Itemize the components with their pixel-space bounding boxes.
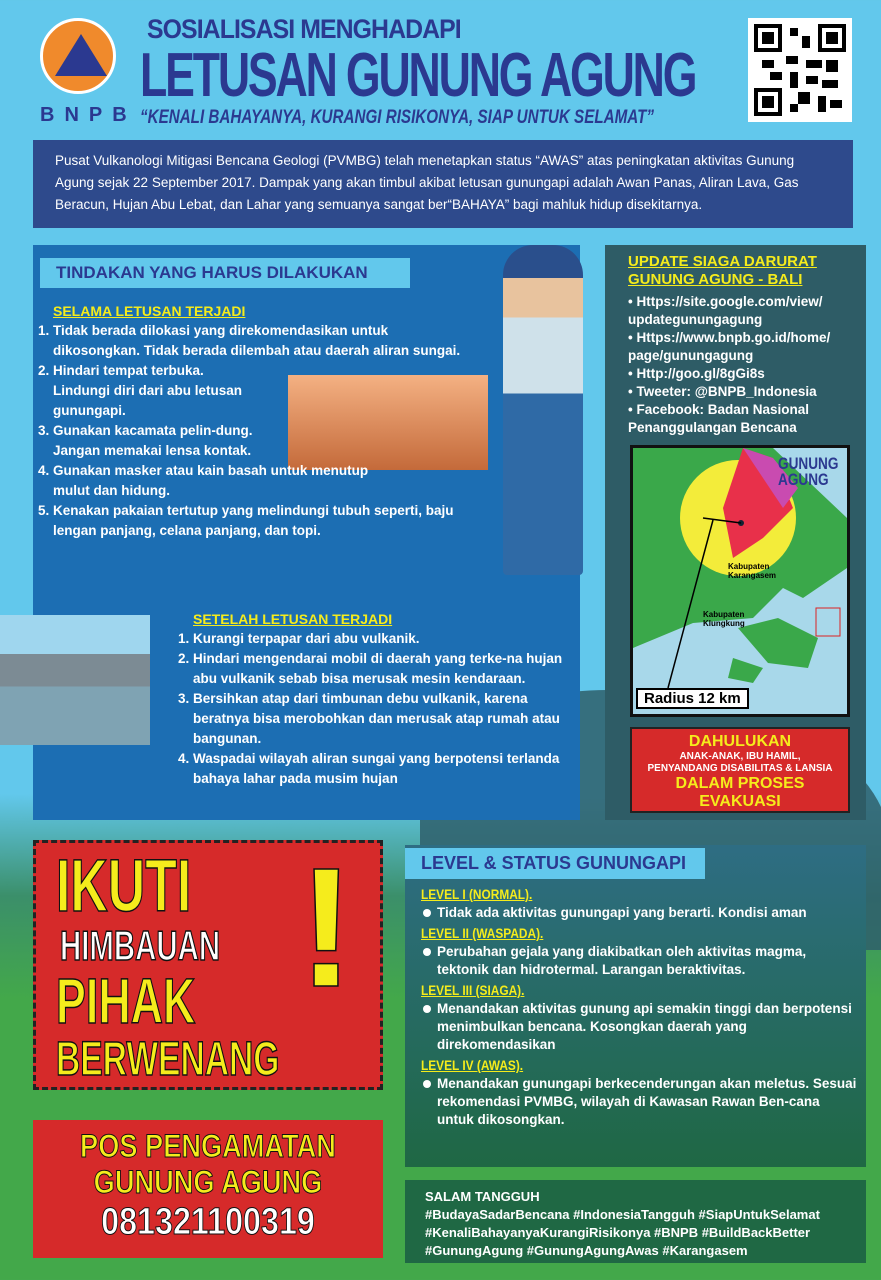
evac-line3: PENYANDANG DISABILITAS & LANSIA <box>647 763 833 774</box>
label-klungkung: Kabupaten Klungkung <box>703 610 745 628</box>
salam-box <box>405 1180 866 1263</box>
post-box <box>33 1120 383 1258</box>
evac-line5: EVAKUASI <box>699 793 781 810</box>
bnpb-logo <box>40 18 116 94</box>
list-item: 3. Gunakan kacamata pelin-dung. Jangan memakai lensa kontak. <box>53 421 278 461</box>
list-item: 4. Waspadai wilayah aliran sungai yang berpotensi terlanda bahaya lahar pada musim hujan <box>193 749 570 789</box>
levels-panel <box>405 845 866 1167</box>
appeal-word1: IKUTI <box>56 844 192 927</box>
levels-title: LEVEL & STATUS GUNUNGAPI <box>405 848 705 879</box>
level-1-name: LEVEL I (NORMAL). <box>421 887 533 902</box>
label-karangasem: Kabupaten Karangasem <box>728 562 777 580</box>
level-2-name: LEVEL II (WASPADA). <box>421 926 544 941</box>
hashtags-line1: #BudayaSadarBencana #IndonesiaTangguh #SiapUntukSelamat <box>425 1207 820 1222</box>
level-2-desc: Perubahan gejala yang diakibatkan oleh aktivitas magma, tektonik dan hidrotermal. Larangan beraktivitas. <box>405 943 866 979</box>
updates-title-line1: UPDATE SIAGA DARURAT <box>628 253 817 270</box>
list-item: 2. Hindari mengendarai mobil di daerah yang terke-na hujan abu vulkanik sebab bisa merusak mesin kendaraan. <box>193 649 570 689</box>
hazard-map <box>630 445 850 717</box>
after-title: SETELAH LETUSAN TERJADI <box>193 611 393 627</box>
link-site[interactable]: • Https://site.google.com/view/ updategunungagung <box>628 293 864 329</box>
evac-line2: ANAK-ANAK, IBU HAMIL, <box>679 751 801 762</box>
post-line1: POS PENGAMATAN <box>80 1128 336 1164</box>
updates-title-line2: GUNUNG AGUNG - BALI <box>628 271 803 288</box>
hashtags-line2: #KenaliBahayanyaKurangiRisikonya #BNPB #BuildBackBetter <box>425 1225 811 1240</box>
page-title: LETUSAN GUNUNG AGUNG <box>140 41 696 110</box>
link-googl[interactable]: • Http://goo.gl/8gGi8s <box>628 365 864 383</box>
map-title-line1: GUNUNG <box>778 454 839 473</box>
updates-panel <box>605 245 866 820</box>
evac-line4: DALAM PROSES <box>675 775 805 792</box>
appeal-word2: HIMBAUAN <box>60 922 221 969</box>
person-illustration <box>503 245 583 575</box>
actions-title: TINDAKAN YANG HARUS DILAKUKAN <box>40 258 410 288</box>
intro-box: Pusat Vulkanologi Mitigasi Bencana Geologi (PVMBG) telah menetapkan status “AWAS” atas peningkatan aktivitas Gunung Agung sejak 22 September 2017. Dampak yang akan timbul akibat letusan gunungapi adalah Awan Panas, Aliran Lava, Gas Beracun, Hujan Abu Lebat, dan Lahar yang semuanya sangat ber“BAHAYA” bagi mahluk hidup disekitarnya. <box>33 140 853 228</box>
level-3-desc: Menandakan aktivitas gunung api semakin tinggi dan berpotensi menimbulkan bencana. Kosongkan daerah yang direkomendasikan <box>405 1000 866 1054</box>
salam-title: SALAM TANGGUH <box>425 1189 540 1204</box>
after-list <box>175 629 570 789</box>
link-bnpb[interactable]: • Https://www.bnpb.go.id/home/ page/gunungagung <box>628 329 864 365</box>
list-item: 1. Kurangi terpapar dari abu vulkanik. <box>193 629 570 649</box>
actions-panel <box>33 245 580 820</box>
map-title-line2: AGUNG <box>778 470 829 489</box>
evacuation-box <box>630 727 850 813</box>
during-title: SELAMA LETUSAN TERJADI <box>53 303 246 319</box>
list-item: 1. Tidak berada dilokasi yang direkomendasikan untuk dikosongkan. Tidak berada dilembah atau daerah aliran sungai. <box>53 321 473 361</box>
link-twitter[interactable]: • Tweeter: @BNPB_Indonesia <box>628 383 864 401</box>
hashtags-line3: #GunungAgung #GunungAgungAwas #Karangasem <box>425 1243 748 1258</box>
updates-title <box>628 253 817 289</box>
level-4-desc: Menandakan gunungapi berkecenderungan akan meletus. Sesuai rekomendasi PVMBG, wilayah di Kawasan Rawan Ben-cana untuk dikosongkan. <box>405 1075 866 1129</box>
appeal-word3: PIHAK <box>56 965 196 1037</box>
qr-code <box>748 18 852 122</box>
list-item: 2. Hindari tempat terbuka. Lindungi diri dari abu letusan gunungapi. <box>53 361 263 421</box>
evac-line1: DAHULUKAN <box>688 733 792 750</box>
title-line1: SOSIALISASI MENGHADAPI <box>147 14 461 44</box>
links-list <box>628 293 864 437</box>
post-phone[interactable]: 081321100319 <box>101 1201 315 1243</box>
house-illustration <box>0 615 150 745</box>
list-item: 4. Gunakan masker atau kain basah untuk menutup mulut dan hidung. <box>53 461 373 501</box>
level-1-desc: Tidak ada aktivitas gunungapi yang berarti. Kondisi aman <box>405 904 866 922</box>
level-4-name: LEVEL IV (AWAS). <box>421 1058 524 1073</box>
level-3-name: LEVEL III (SIAGA). <box>421 983 525 998</box>
org-name: BNPB <box>40 104 137 126</box>
appeal-word4: BERWENANG <box>56 1033 280 1086</box>
map-title <box>778 456 838 488</box>
post-line2: GUNUNG AGUNG <box>93 1164 323 1200</box>
link-facebook[interactable]: • Facebook: Badan Nasional Penanggulangan Bencana <box>628 401 864 437</box>
radius-label: Radius 12 km <box>636 688 749 709</box>
tagline: “KENALI BAHAYANYA, KURANGI RISIKONYA, SIAP UNTUK SELAMAT” <box>140 107 654 128</box>
list-item: 5. Kenakan pakaian tertutup yang melindungi tubuh seperti, baju lengan panjang, celana panjang, dan topi. <box>53 501 493 541</box>
during-list <box>35 321 505 541</box>
appeal-box <box>33 833 383 1090</box>
list-item: 3. Bersihkan atap dari timbunan debu vulkanik, karena beratnya bisa merobohkan dan merusak atap rumah atau bangunan. <box>193 689 570 749</box>
exclamation-mark: ! <box>298 833 355 1023</box>
